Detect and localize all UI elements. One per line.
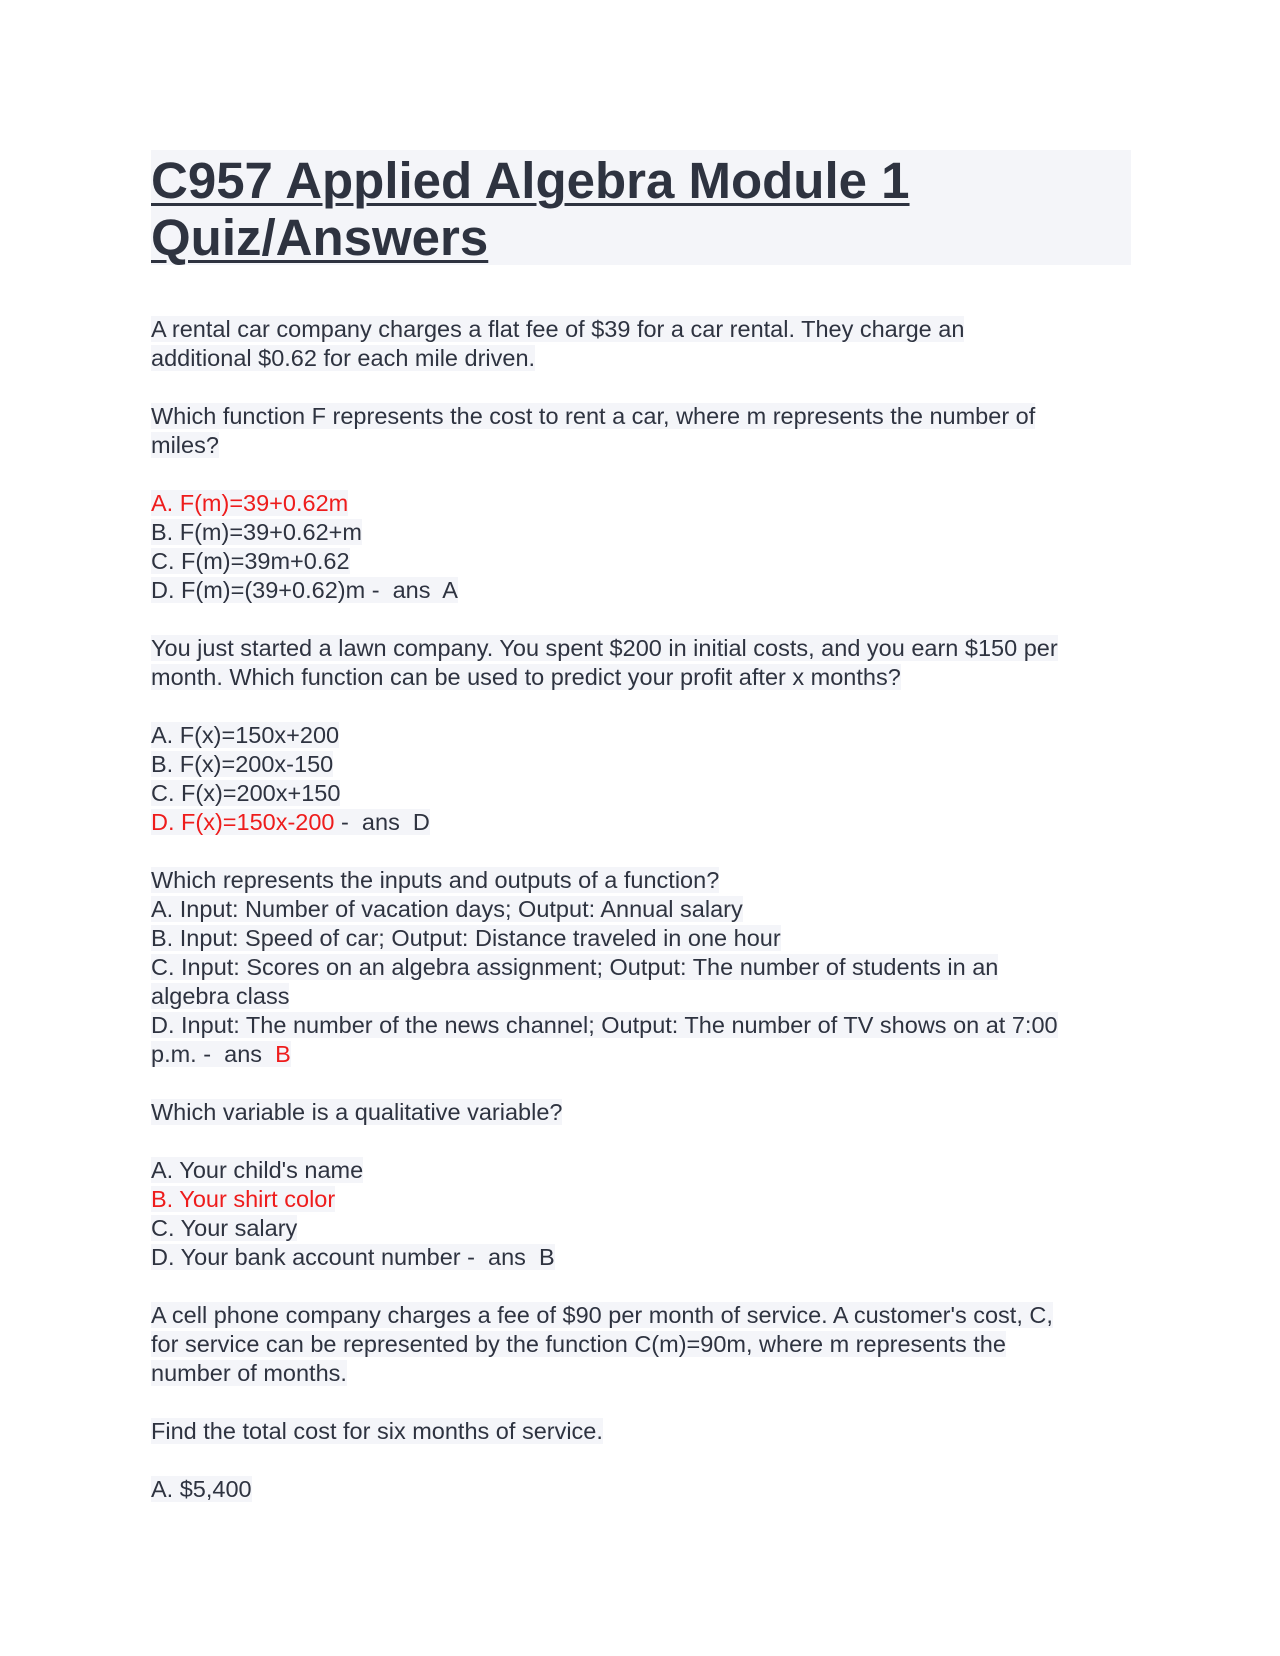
q4-option-a: A. Your child's name [151, 1157, 364, 1183]
q3-option-b: B. Input: Speed of car; Output: Distance traveled in one hour [151, 925, 781, 951]
q5-text-line-1: A cell phone company charges a fee of $90 per month of service. A customer's cost, C, [151, 1302, 1053, 1328]
q3-option-c-line-2: algebra class [151, 983, 290, 1009]
q1-text-line-2: additional $0.62 for each mile driven. [151, 345, 536, 371]
q1-option-a: A. F(m)=39+0.62m [151, 490, 349, 516]
q4-option-b: B. Your shirt color [151, 1186, 336, 1212]
q4-text: Which variable is a qualitative variable? [151, 1099, 563, 1125]
question-3 [151, 866, 1131, 1069]
q1-prompt-line-2: miles? [151, 432, 219, 458]
q3-option-a: A. Input: Number of vacation days; Output: Annual salary [151, 896, 743, 922]
question-5 [151, 1301, 1131, 1504]
question-2 [151, 634, 1131, 837]
q1-answer-separator: - ans [365, 577, 443, 603]
q2-option-a: A. F(x)=150x+200 [151, 722, 340, 748]
q2-option-d: D. F(x)=150x-200 [151, 809, 335, 835]
q3-option-c-line-1: C. Input: Scores on an algebra assignment; Output: The number of students in an [151, 954, 999, 980]
q4-option-d: D. Your bank account number [151, 1244, 461, 1270]
q3-option-d-line-1: D. Input: The number of the news channel; Output: The number of TV shows on at 7:00 [151, 1012, 1058, 1038]
q2-answer: D [412, 809, 430, 835]
q1-option-c: C. F(m)=39m+0.62 [151, 548, 350, 574]
q2-text-line-2: month. Which function can be used to predict your profit after x months? [151, 664, 901, 690]
title-block [151, 150, 1131, 265]
title-line-1: C957 Applied Algebra Module 1 [151, 152, 910, 209]
question-1 [151, 315, 1131, 605]
q3-option-d-line-2: p.m. [151, 1041, 197, 1067]
q2-answer-separator: - ans [334, 809, 413, 835]
q4-option-c: C. Your salary [151, 1215, 298, 1241]
q1-option-d: D. F(m)=(39+0.62)m [151, 577, 366, 603]
question-4 [151, 1098, 1131, 1272]
q4-answer: B [539, 1244, 555, 1270]
q1-prompt-line-1: Which function F represents the cost to rent a car, where m represents the number of [151, 403, 1036, 429]
q5-text-line-3: number of months. [151, 1360, 347, 1386]
q4-answer-separator: - ans [460, 1244, 539, 1270]
q1-option-b: B. F(m)=39+0.62+m [151, 519, 362, 545]
document-title [151, 150, 1131, 266]
q3-answer: B [275, 1041, 291, 1067]
q2-text-line-1: You just started a lawn company. You spent $200 in initial costs, and you earn $150 per [151, 635, 1058, 661]
q5-text-line-2: for service can be represented by the function C(m)=90m, where m represents the [151, 1331, 1006, 1357]
q1-answer: A [442, 577, 458, 603]
q5-prompt: Find the total cost for six months of service. [151, 1418, 603, 1444]
q5-option-a: A. $5,400 [151, 1476, 252, 1502]
q2-option-c: C. F(x)=200x+150 [151, 780, 341, 806]
title-line-2: Quiz/Answers [151, 209, 489, 266]
q3-text: Which represents the inputs and outputs of a function? [151, 867, 720, 893]
q3-answer-separator: - ans [196, 1041, 276, 1067]
document-page [151, 150, 1131, 1504]
q2-option-b: B. F(x)=200x-150 [151, 751, 334, 777]
q1-text-line-1: A rental car company charges a flat fee of $39 for a car rental. They charge an [151, 316, 965, 342]
